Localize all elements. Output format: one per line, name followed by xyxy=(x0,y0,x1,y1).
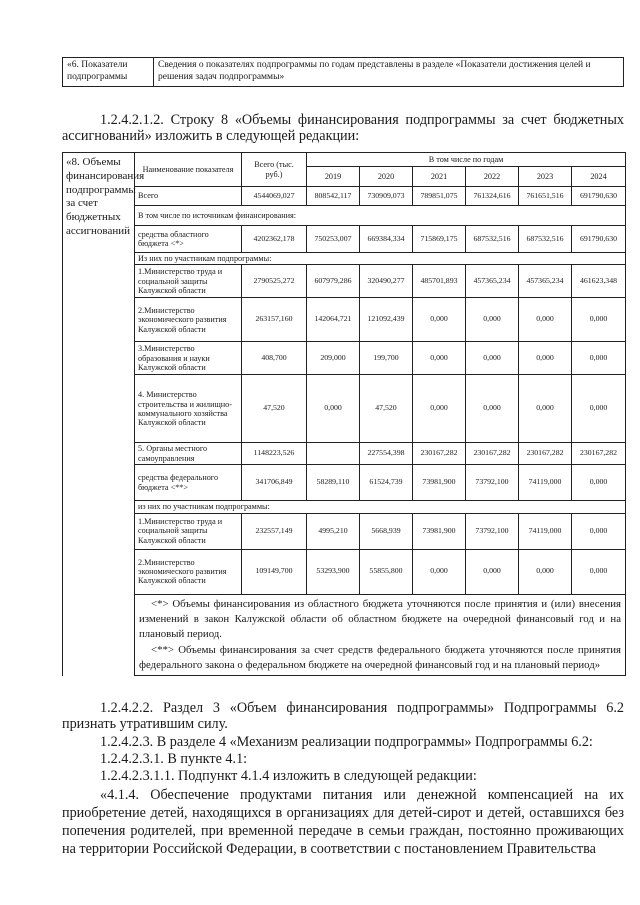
row-name: 2.Министерство экономического развития Калужской области xyxy=(135,549,242,594)
cell-value: 761324,616 xyxy=(466,187,519,206)
header-year: 2021 xyxy=(413,167,466,187)
cell-value: 73981,900 xyxy=(413,513,466,549)
cell-value: 74119,000 xyxy=(519,465,572,501)
indicators-text: Сведения о показателях подпрограммы по годам представлены в разделе «Показатели достижения целей и решения задач подпрограммы» xyxy=(154,58,624,87)
cell-value: 607979,286 xyxy=(307,265,360,298)
cell-value: 320490,277 xyxy=(360,265,413,298)
cell-value: 0,000 xyxy=(413,375,466,443)
cell-value: 715869,175 xyxy=(413,226,466,253)
footnotes xyxy=(135,594,626,676)
table-row xyxy=(63,342,626,375)
cell-value: 47,520 xyxy=(360,375,413,443)
row-name: 5. Органы местного самоуправления xyxy=(135,443,242,465)
cell-value: 0,000 xyxy=(413,549,466,594)
footnote-regional: <*> Объемы финансирования из областного бюджета уточняются после принятия и (или) внесения изменений в закон Калужской области об областном бюджете на очередной финансовый год и на плановый период. xyxy=(139,597,621,641)
header-name: Наименование показателя xyxy=(135,153,242,187)
header-year: 2020 xyxy=(360,167,413,187)
cell-value: 0,000 xyxy=(572,375,626,443)
cell-value: 669384,334 xyxy=(360,226,413,253)
cell-value: 0,000 xyxy=(572,342,626,375)
cell-value: 0,000 xyxy=(572,549,626,594)
row-name: средства областного бюджета <*> xyxy=(135,226,242,253)
cell-total: 341706,849 xyxy=(242,465,307,501)
cell-value: 0,000 xyxy=(466,549,519,594)
cell-total: 4544069,027 xyxy=(242,187,307,206)
row-label-financing: «8. Объемы финансирования подпрограммы за счет бюджетных ассигнований xyxy=(63,153,135,676)
notes-row xyxy=(63,594,626,676)
cell-value: 0,000 xyxy=(572,465,626,501)
paragraph-3: 1.2.4.2.3. В разделе 4 «Механизм реализации подпрограммы» Подпрограммы 6.2: xyxy=(100,734,593,750)
cell-value: 121092,439 xyxy=(360,298,413,342)
row-name: 1.Министерство труда и социальной защиты Калужской области xyxy=(135,513,242,549)
table-row xyxy=(63,226,626,253)
cell-total: 2790525,272 xyxy=(242,265,307,298)
cell-total: 408,700 xyxy=(242,342,307,375)
cell-value: 457365,234 xyxy=(466,265,519,298)
header-year: 2024 xyxy=(572,167,626,187)
paragraph-6: «4.1.4. Обеспечение продуктами питания или денежной компенсацией на их приобретение детей, находящихся в организациях для детей-сирот и детей, оставшихся без попечения родителей, при временной передаче в семьи граждан, постоянно проживающих на территории Российской Федерации, в соответствии с постановлением Правительства xyxy=(62,787,624,857)
section-sources: В том числе по источникам финансирования: xyxy=(135,206,626,226)
header-year: 2022 xyxy=(466,167,519,187)
table-row xyxy=(63,443,626,465)
cell-total: 109149,700 xyxy=(242,549,307,594)
cell-value: 0,000 xyxy=(519,375,572,443)
paragraph-2: 1.2.4.2.2. Раздел 3 «Объем финансирования подпрограммы» Подпрограммы 6.2 признать утратившим силу. xyxy=(62,700,624,732)
table-row xyxy=(63,513,626,549)
cell-value: 199,700 xyxy=(360,342,413,375)
table-row xyxy=(63,375,626,443)
cell-value: 5668,939 xyxy=(360,513,413,549)
row-name: 3.Министерство образования и науки Калужской области xyxy=(135,342,242,375)
cell-value: 0,000 xyxy=(572,513,626,549)
cell-value: 209,000 xyxy=(307,342,360,375)
section-row xyxy=(63,253,626,265)
footnote-federal: <**> Объемы финансирования за счет средств федерального бюджета уточняются после принятия федерального закона о федеральном бюджете на очередной финансовый год и на плановый период» xyxy=(139,643,621,671)
cell-value: 73981,900 xyxy=(413,465,466,501)
cell-value: 687532,516 xyxy=(519,226,572,253)
cell-value: 0,000 xyxy=(466,298,519,342)
cell-value: 687532,516 xyxy=(466,226,519,253)
cell-value: 73792,100 xyxy=(466,465,519,501)
cell-value: 808542,117 xyxy=(307,187,360,206)
cell-value: 227554,398 xyxy=(360,443,413,465)
cell-value: 730909,073 xyxy=(360,187,413,206)
row-name: 4. Министерство строительства и жилищно-коммунального хозяйства Калужской области xyxy=(135,375,242,443)
cell-value: 142064,721 xyxy=(307,298,360,342)
cell-value: 0,000 xyxy=(466,342,519,375)
cell-value: 230167,282 xyxy=(413,443,466,465)
paragraph-1: 1.2.4.2.1.2. Строку 8 «Объемы финансирования подпрограммы за счет бюджетных ассигнований» изложить в следующей редакции: xyxy=(62,112,624,144)
cell-value: 73792,100 xyxy=(466,513,519,549)
cell-value: 691790,630 xyxy=(572,226,626,253)
cell-value: 0,000 xyxy=(519,342,572,375)
cell-total: 1148223,526 xyxy=(242,443,307,465)
section-row xyxy=(63,501,626,513)
header-total: Всего (тыс. руб.) xyxy=(242,153,307,187)
paragraph-4: 1.2.4.2.3.1. В пункте 4.1: xyxy=(100,751,248,767)
cell-value: 0,000 xyxy=(413,342,466,375)
section-participants: из них по участникам подпрограммы: xyxy=(135,501,626,513)
cell-value: 53293,900 xyxy=(307,549,360,594)
header-year: 2023 xyxy=(519,167,572,187)
cell-value: 230167,282 xyxy=(519,443,572,465)
row-name: 2.Министерство экономического развития Калужской области xyxy=(135,298,242,342)
indicators-label: «6. Показатели подпрограммы xyxy=(63,58,154,87)
row-name: 1.Министерство труда и социальной защиты Калужской области xyxy=(135,265,242,298)
cell-value: 0,000 xyxy=(466,375,519,443)
cell-value xyxy=(307,443,360,465)
cell-value: 750253,007 xyxy=(307,226,360,253)
cell-value: 4995,210 xyxy=(307,513,360,549)
cell-value: 485701,893 xyxy=(413,265,466,298)
cell-value: 0,000 xyxy=(519,298,572,342)
table-row xyxy=(63,298,626,342)
cell-total: 232557,149 xyxy=(242,513,307,549)
cell-value: 457365,234 xyxy=(519,265,572,298)
cell-value: 230167,282 xyxy=(466,443,519,465)
cell-value: 761651,516 xyxy=(519,187,572,206)
section-row xyxy=(63,206,626,226)
cell-value: 55855,800 xyxy=(360,549,413,594)
cell-value: 461623,348 xyxy=(572,265,626,298)
cell-value: 74119,000 xyxy=(519,513,572,549)
cell-value: 0,000 xyxy=(413,298,466,342)
section-participants: Из них по участникам подпрограммы: xyxy=(135,253,626,265)
cell-value: 691790,630 xyxy=(572,187,626,206)
table-row xyxy=(63,465,626,501)
table-row xyxy=(63,187,626,206)
table-row xyxy=(63,265,626,298)
cell-value: 0,000 xyxy=(572,298,626,342)
row-name: средства федерального бюджета <**> xyxy=(135,465,242,501)
cell-value: 0,000 xyxy=(307,375,360,443)
paragraph-5: 1.2.4.2.3.1.1. Подпункт 4.1.4 изложить в следующей редакции: xyxy=(100,768,477,784)
cell-total: 4202362,178 xyxy=(242,226,307,253)
cell-total: 47,520 xyxy=(242,375,307,443)
cell-value: 58289,110 xyxy=(307,465,360,501)
cell-value: 61524,739 xyxy=(360,465,413,501)
financing-table xyxy=(62,152,626,676)
cell-value: 0,000 xyxy=(519,549,572,594)
indicators-box xyxy=(62,57,624,87)
cell-total: 263157,160 xyxy=(242,298,307,342)
table-row xyxy=(63,549,626,594)
row-name: Всего xyxy=(135,187,242,206)
header-year: 2019 xyxy=(307,167,360,187)
cell-value: 230167,282 xyxy=(572,443,626,465)
header-years-group: В том числе по годам xyxy=(307,153,626,167)
cell-value: 789851,075 xyxy=(413,187,466,206)
